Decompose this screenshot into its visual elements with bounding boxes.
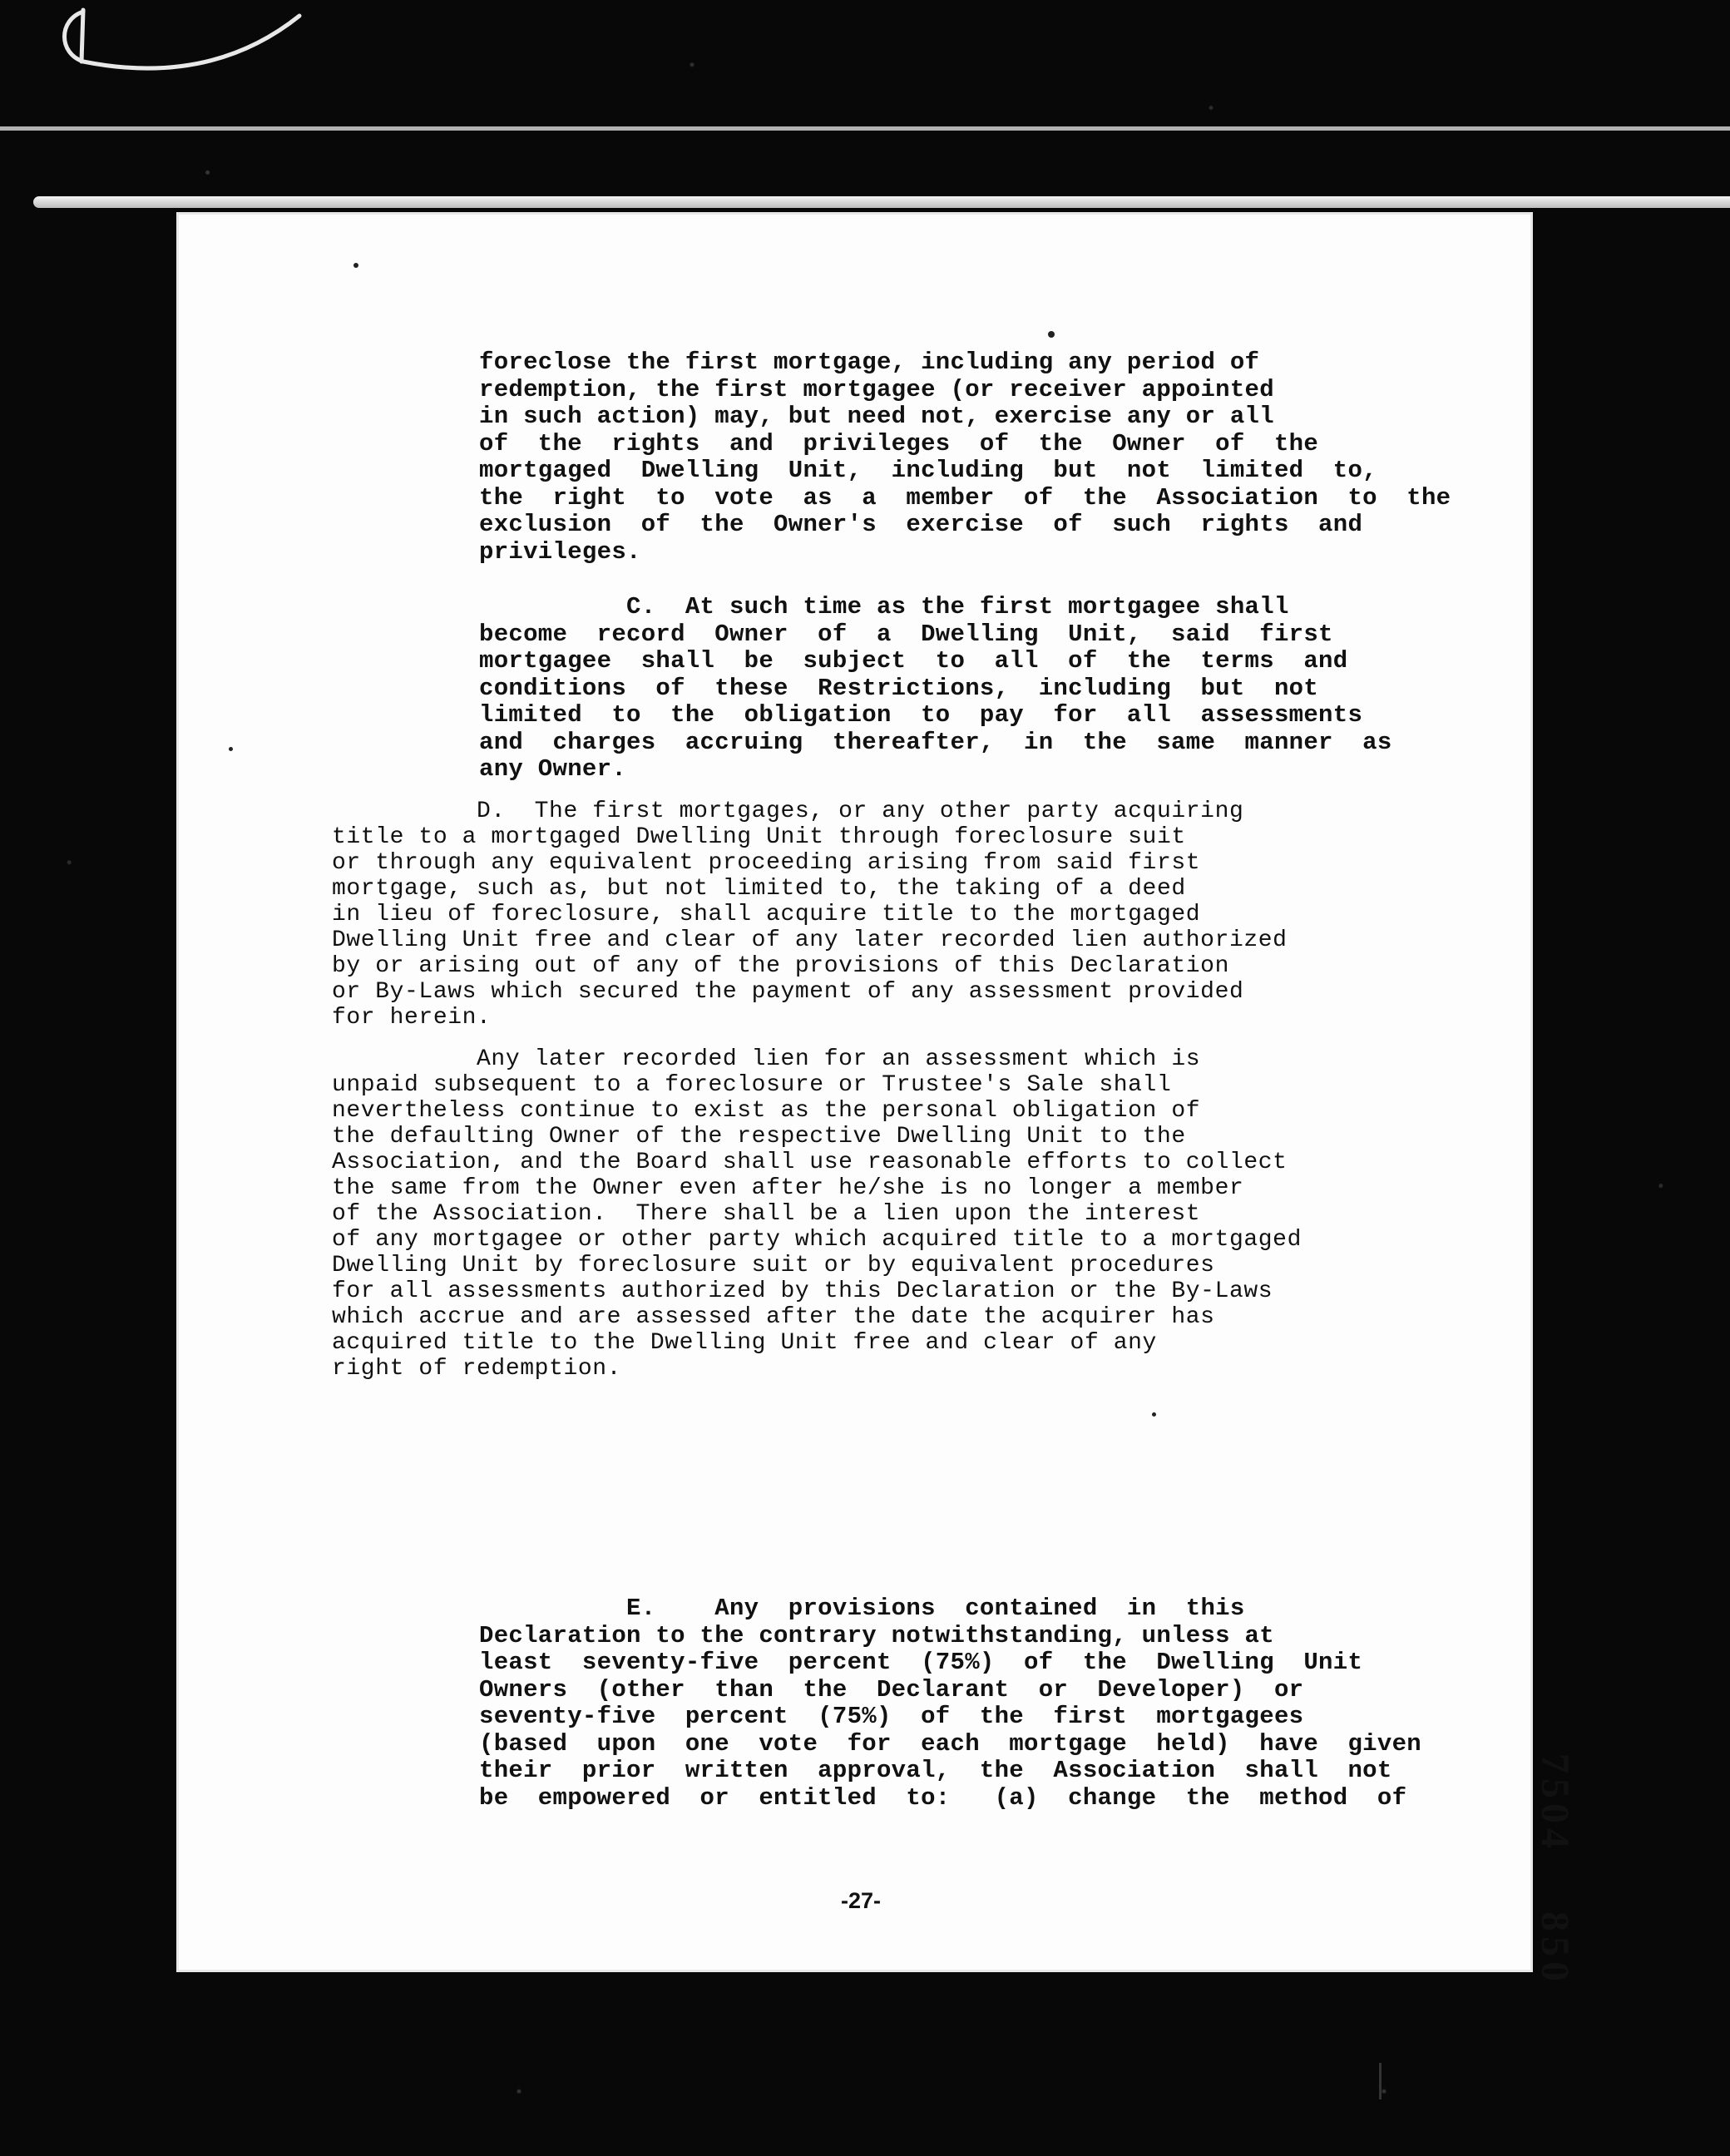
scan-edge-line (0, 126, 1730, 131)
text-line: be empowered or entitled to: (a) change the method of (479, 1783, 1407, 1812)
text-line: conditions of these Restrictions, including but not (479, 674, 1319, 702)
text-line: right of redemption. (332, 1356, 622, 1382)
text-line: by or arising out of any of the provisions of this Declaration (332, 953, 1229, 979)
text-line: nevertheless continue to exist as the personal obligation of (332, 1098, 1201, 1124)
text-line: least seventy-five percent (75%) of the Dwelling Unit (479, 1649, 1363, 1676)
paragraph-c (479, 594, 1392, 784)
text-line: exclusion of the Owner's exercise of such rights and (479, 511, 1363, 538)
text-line: D. The first mortgages, or any other party acquiring (332, 799, 1244, 824)
text-line: Owners (other than the Declarant or Developer) or (479, 1675, 1304, 1704)
text-line: the right to vote as a member of the Association to the (479, 483, 1451, 512)
scan-speck (1152, 1412, 1156, 1417)
document-page (179, 215, 1577, 1986)
scan-speck (1048, 331, 1055, 338)
text-line: mortgaged Dwelling Unit, including but not limited to, (479, 457, 1377, 484)
text-line: seventy-five percent (75%) of the first mortgagees (479, 1703, 1304, 1730)
text-line: mortgagee shall be subject to all of the terms and (479, 647, 1348, 675)
text-line: Any later recorded lien for an assessment which is (332, 1046, 1201, 1072)
text-line: which accrue and are assessed after the date the acquirer has (332, 1304, 1215, 1330)
text-line: Declaration to the contrary notwithstanding, unless at (479, 1621, 1274, 1649)
paper-top-edge (33, 196, 1730, 208)
scan-speck (229, 747, 233, 751)
text-line: or through any equivalent proceeding arising from said first (332, 850, 1201, 876)
scan-speck (353, 263, 358, 268)
text-line: for all assessments authorized by this Declaration or the By-Laws (332, 1278, 1273, 1304)
text-line: the defaulting Owner of the respective Dwelling Unit to the (332, 1124, 1186, 1150)
margin-pen-stroke (1379, 2063, 1382, 2099)
text-line: and charges accruing thereafter, in the same manner as (479, 728, 1392, 756)
text-line: of any mortgagee or other party which acquired title to a mortgaged (332, 1227, 1302, 1253)
text-line: their prior written approval, the Association shall not (479, 1757, 1392, 1784)
paragraph-d (332, 799, 1288, 1031)
text-line: in lieu of foreclosure, shall acquire title to the mortgaged (332, 902, 1201, 927)
text-line: Association, and the Board shall use reasonable efforts to collect (332, 1150, 1288, 1175)
text-line: C. At such time as the first mortgagee shall (479, 593, 1289, 621)
text-line: in such action) may, but need not, exercise any or all (479, 403, 1274, 430)
paragraph-e (479, 1595, 1421, 1812)
text-line: or By-Laws which secured the payment of any assessment provided (332, 979, 1244, 1005)
book-page-number: 850 (1533, 1911, 1577, 1986)
paragraph-continuation (479, 349, 1451, 566)
text-line: Dwelling Unit by foreclosure suit or by equivalent procedures (332, 1253, 1215, 1278)
text-line: any Owner. (479, 755, 627, 783)
text-line: limited to the obligation to pay for all assessments (479, 701, 1363, 729)
text-line: title to a mortgaged Dwelling Unit through foreclosure suit (332, 824, 1186, 850)
text-line: for herein. (332, 1005, 492, 1031)
text-line: (based upon one vote for each mortgage held) have given (479, 1729, 1421, 1758)
text-line: of the rights and privileges of the Owner of the (479, 429, 1319, 457)
page-number: -27- (840, 1888, 881, 1913)
text-line: acquired title to the Dwelling Unit free and clear of any (332, 1330, 1157, 1356)
text-line: Dwelling Unit free and clear of any later recorded lien authorized (332, 927, 1288, 953)
paragraph-lien (332, 1046, 1302, 1382)
text-line: become record Owner of a Dwelling Unit, said first (479, 620, 1333, 648)
handwritten-bracket-mark (50, 3, 333, 78)
text-line: redemption, the first mortgagee (or receiver appointed (479, 375, 1274, 403)
text-line: E. Any provisions contained in this (479, 1595, 1245, 1622)
text-line: the same from the Owner even after he/she is no longer a member (332, 1175, 1244, 1201)
text-line: of the Association. There shall be a lien upon the interest (332, 1201, 1201, 1227)
text-line: mortgage, such as, but not limited to, the taking of a deed (332, 876, 1186, 902)
book-number: 7504 (1533, 1753, 1577, 1853)
book-page-stamp (1532, 1753, 1578, 1986)
text-line: privileges. (479, 537, 641, 566)
text-line: foreclose the first mortgage, including any period of (479, 349, 1260, 376)
text-line: unpaid subsequent to a foreclosure or Trustee's Sale shall (332, 1072, 1172, 1098)
